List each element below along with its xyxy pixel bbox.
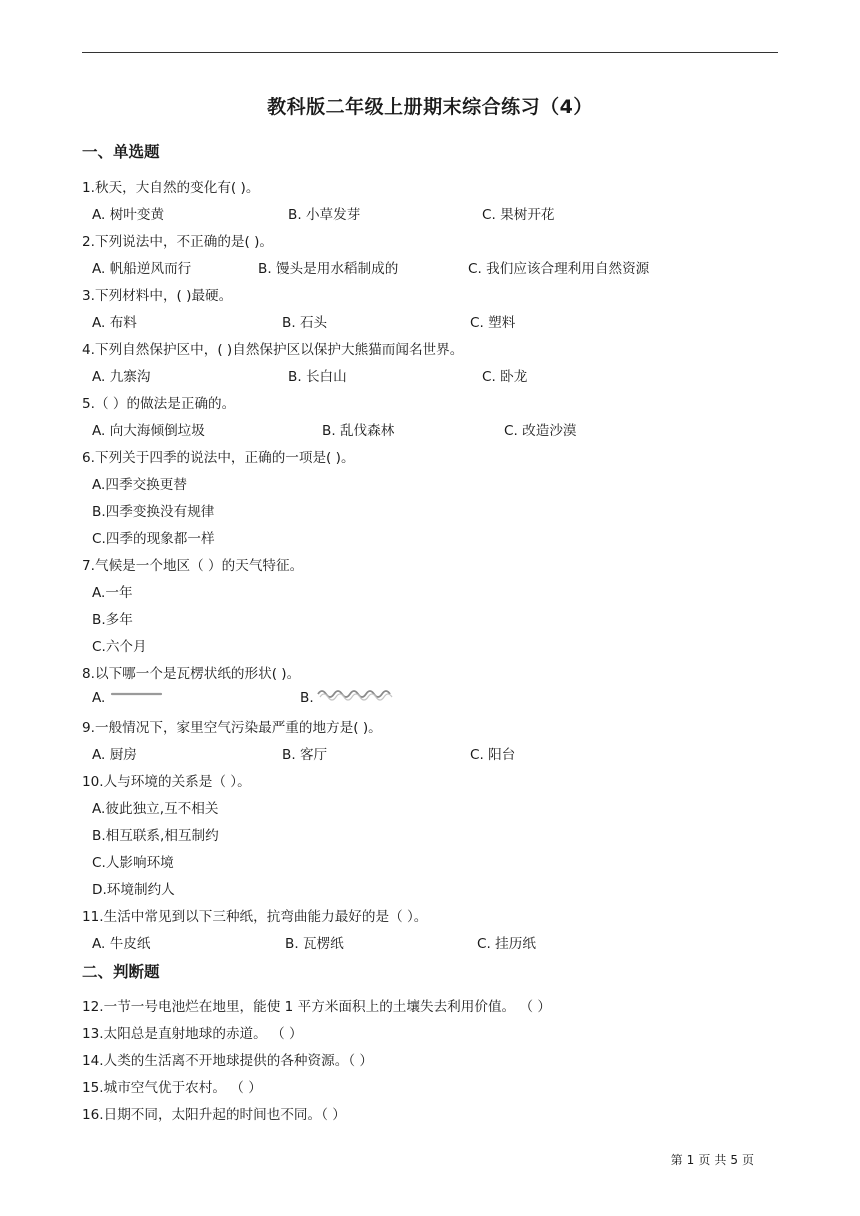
question-2: 2.下列说法中，不正确的是( )。 bbox=[82, 234, 274, 250]
question-4-option-c: C. 卧龙 bbox=[482, 369, 528, 385]
corrugated-paper-shape-image bbox=[316, 686, 394, 702]
question-4-option-a: A. 九寨沟 bbox=[92, 369, 151, 385]
question-11: 11.生活中常见到以下三种纸，抗弯曲能力最好的是（ ）。 bbox=[82, 909, 428, 925]
question-7-option-b: B.多年 bbox=[92, 612, 133, 628]
question-10-option-a: A.彼此独立,互不相关 bbox=[92, 801, 219, 817]
question-1-option-a: A. 树叶变黄 bbox=[92, 207, 165, 223]
question-1-option-b: B. 小草发芽 bbox=[288, 207, 361, 223]
question-6-option-c: C.四季的现象都一样 bbox=[92, 531, 215, 547]
footer-ye: 页 bbox=[698, 1153, 711, 1167]
question-4-option-b: B. 长白山 bbox=[288, 369, 347, 385]
question-1-option-c: C. 果树开花 bbox=[482, 207, 555, 223]
question-10-option-d: D.环境制约人 bbox=[92, 882, 175, 898]
question-3-option-b: B. 石头 bbox=[282, 315, 328, 331]
question-11-option-c: C. 挂历纸 bbox=[477, 936, 536, 952]
question-2-option-a: A. 帆船逆风而行 bbox=[92, 261, 192, 277]
question-5-option-a: A. 向大海倾倒垃圾 bbox=[92, 423, 205, 439]
question-8-option-b: B. bbox=[300, 690, 314, 706]
page-footer bbox=[669, 1151, 756, 1168]
question-1: 1.秋天，大自然的变化有( )。 bbox=[82, 180, 260, 196]
question-11-option-a: A. 牛皮纸 bbox=[92, 936, 151, 952]
question-6-option-a: A.四季交换更替 bbox=[92, 477, 187, 493]
header-rule bbox=[82, 52, 778, 53]
question-16: 16.日期不同，太阳升起的时间也不同。（ ） bbox=[82, 1107, 346, 1123]
footer-page-number: 1 bbox=[686, 1153, 695, 1167]
question-9-option-a: A. 厨房 bbox=[92, 747, 137, 763]
section-heading-single-choice: 一、单选题 bbox=[82, 143, 160, 161]
question-9-option-b: B. 客厅 bbox=[282, 747, 328, 763]
question-7-option-c: C.六个月 bbox=[92, 639, 147, 655]
question-13: 13.太阳总是直射地球的赤道。 （ ） bbox=[82, 1026, 303, 1042]
question-11-option-b: B. 瓦楞纸 bbox=[285, 936, 344, 952]
question-12: 12.一节一号电池烂在地里，能使 1 平方米面积上的土壤失去利用价值。 （ ） bbox=[82, 999, 551, 1015]
question-7-option-a: A.一年 bbox=[92, 585, 133, 601]
page-title: 教科版二年级上册期末综合练习（4） bbox=[267, 96, 593, 118]
question-5-option-b: B. 乱伐森林 bbox=[322, 423, 395, 439]
question-9: 9.一般情况下，家里空气污染最严重的地方是( )。 bbox=[82, 720, 382, 736]
question-14: 14.人类的生活离不开地球提供的各种资源。（ ） bbox=[82, 1053, 374, 1069]
footer-di: 第 bbox=[670, 1153, 683, 1167]
question-6-option-b: B.四季变换没有规律 bbox=[92, 504, 215, 520]
footer-gong: 共 bbox=[714, 1153, 727, 1167]
footer-total-pages: 5 bbox=[730, 1153, 738, 1167]
question-5-option-c: C. 改造沙漠 bbox=[504, 423, 577, 439]
question-8-option-a: A. bbox=[92, 690, 106, 706]
question-3-option-a: A. 布料 bbox=[92, 315, 137, 331]
question-6: 6.下列关于四季的说法中，正确的一项是( )。 bbox=[82, 450, 355, 466]
flat-paper-shape-image bbox=[110, 689, 164, 701]
question-8: 8.以下哪一个是瓦楞状纸的形状( )。 bbox=[82, 666, 301, 682]
question-10-option-b: B.相互联系,相互制约 bbox=[92, 828, 219, 844]
question-9-option-c: C. 阳台 bbox=[470, 747, 516, 763]
question-15: 15.城市空气优于农村。 （ ） bbox=[82, 1080, 262, 1096]
question-3: 3.下列材料中，( )最硬。 bbox=[82, 288, 233, 304]
question-10-option-c: C.人影响环境 bbox=[92, 855, 174, 871]
question-2-option-b: B. 馒头是用水稻制成的 bbox=[258, 261, 399, 277]
footer-ye-2: 页 bbox=[741, 1153, 754, 1167]
section-heading-true-false: 二、判断题 bbox=[82, 963, 160, 981]
question-3-option-c: C. 塑料 bbox=[470, 315, 516, 331]
question-4: 4.下列自然保护区中，( )自然保护区以保护大熊猫而闻名世界。 bbox=[82, 342, 464, 358]
question-7: 7.气候是一个地区（ ）的天气特征。 bbox=[82, 558, 304, 574]
question-10: 10.人与环境的关系是（ ）。 bbox=[82, 774, 251, 790]
question-5: 5.（ ）的做法是正确的。 bbox=[82, 396, 236, 412]
question-2-option-c: C. 我们应该合理利用自然资源 bbox=[468, 261, 650, 277]
